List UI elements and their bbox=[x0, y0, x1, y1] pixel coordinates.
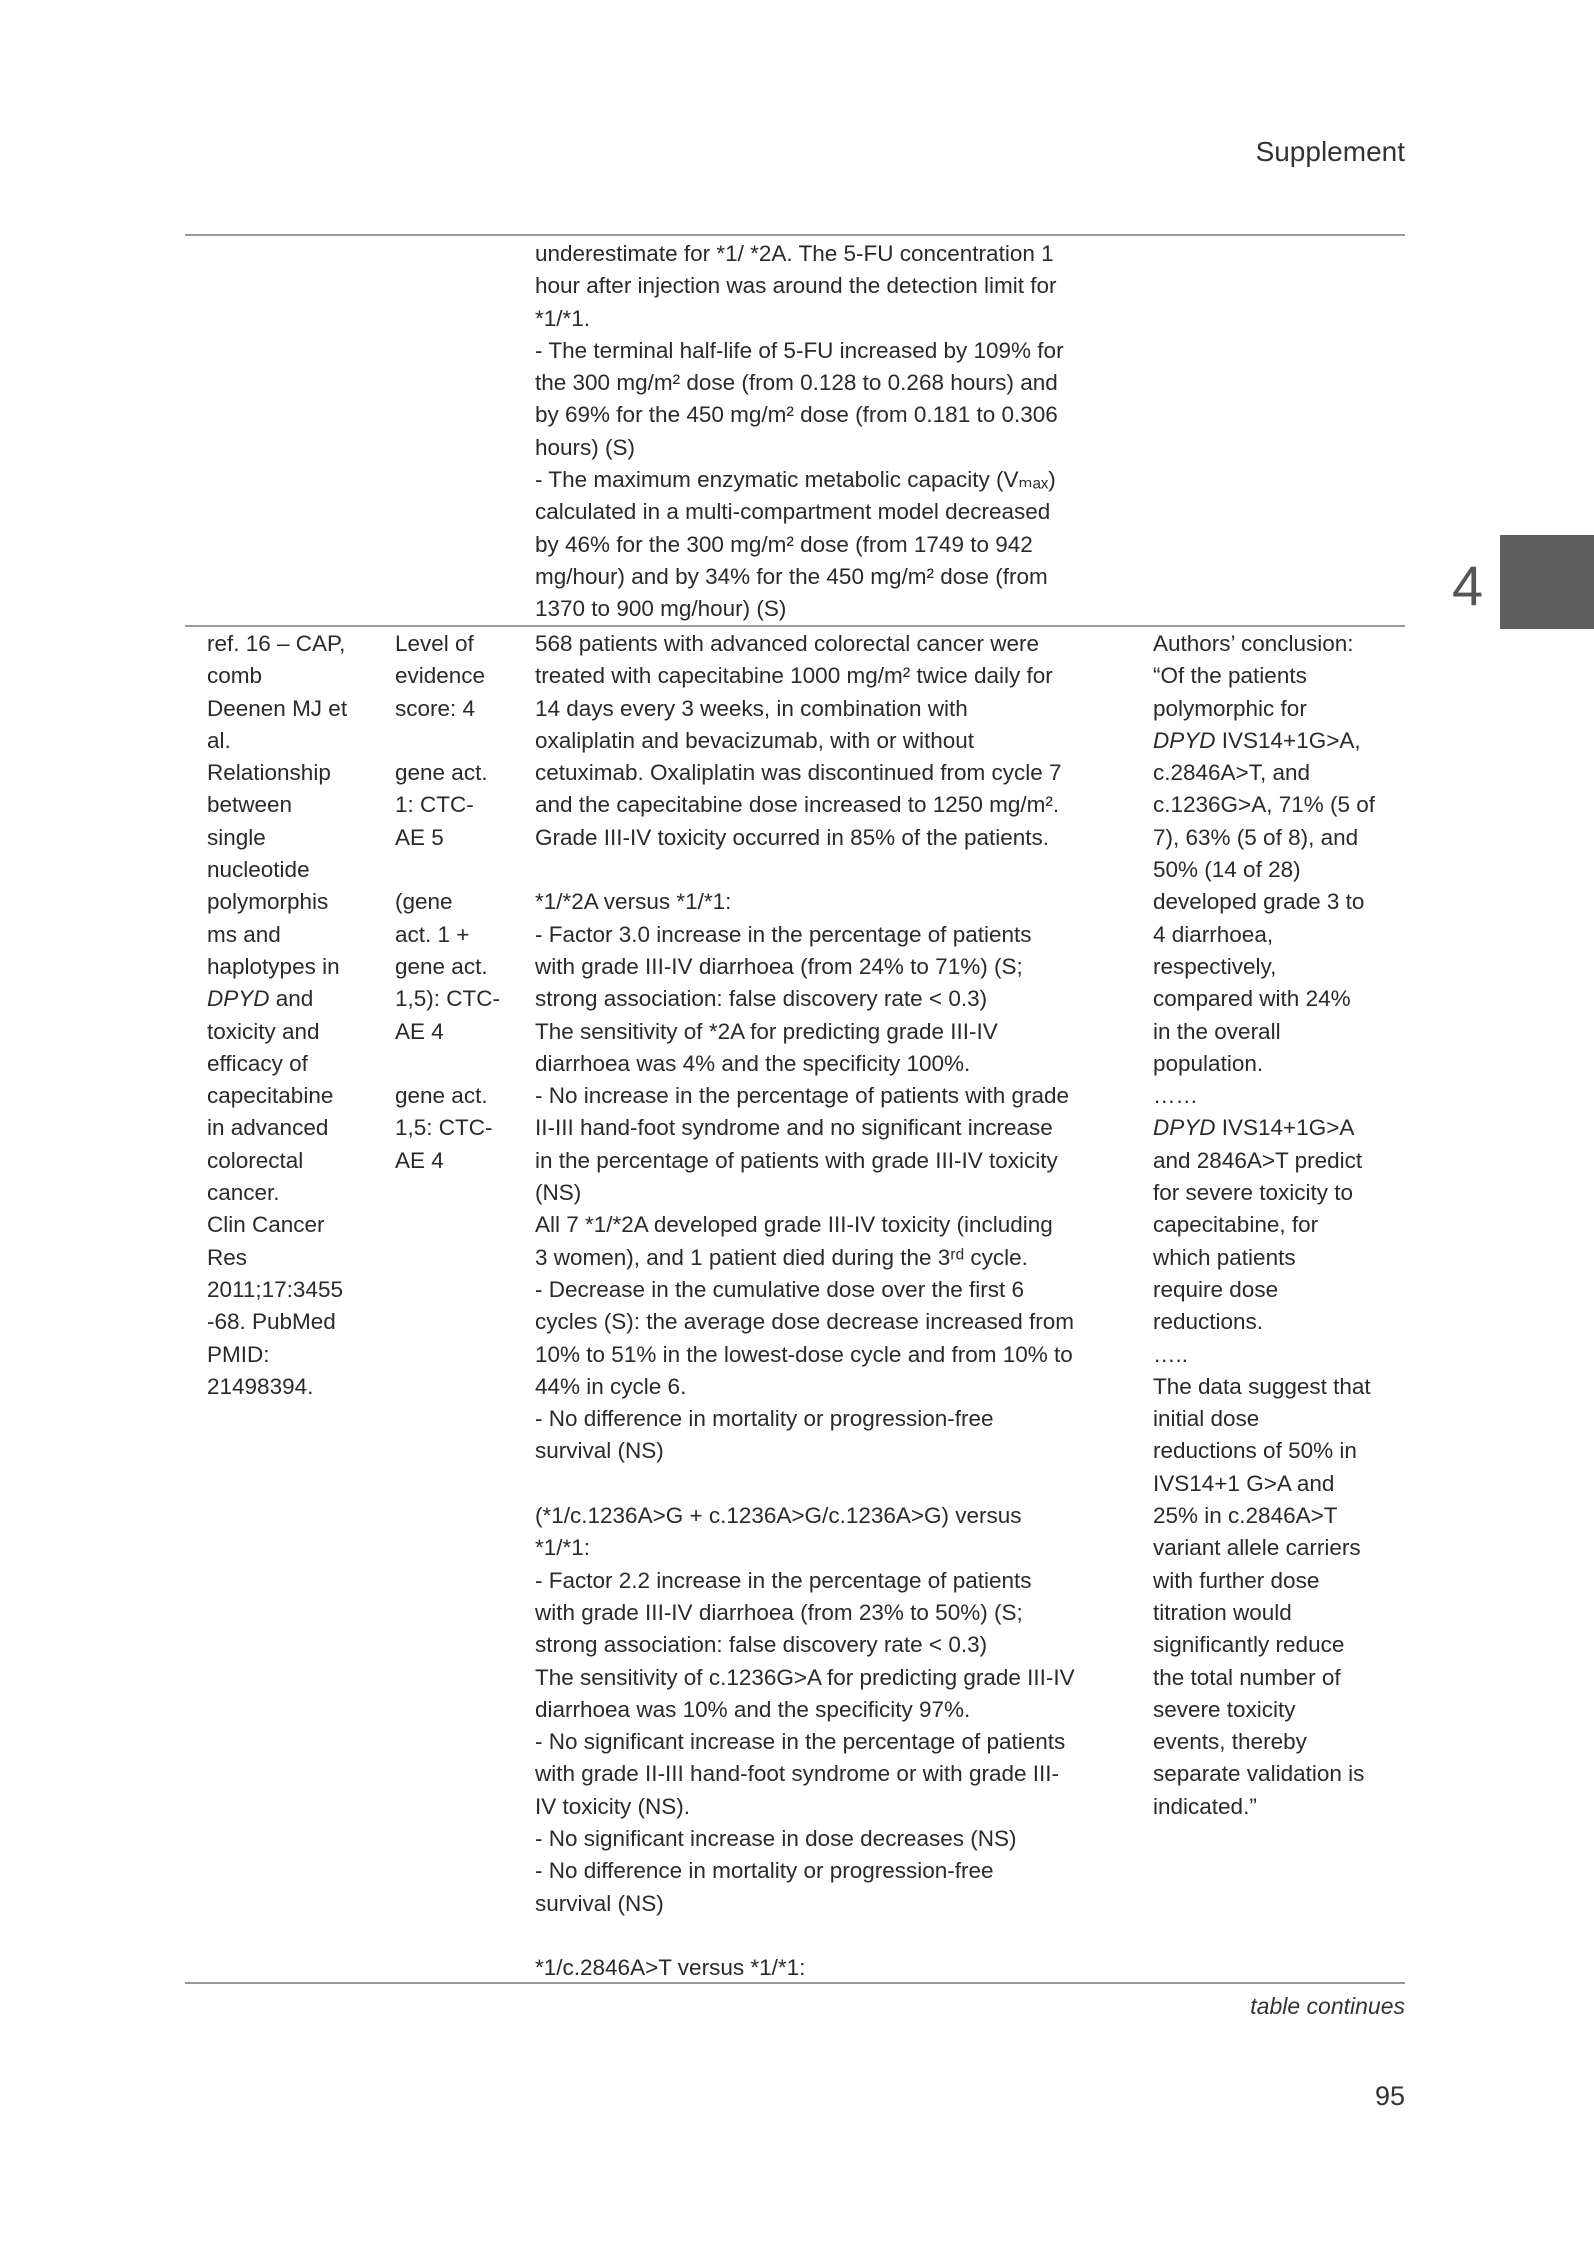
cell-line: which patients bbox=[1153, 1244, 1296, 1270]
cell-line: All 7 *1/*2A developed grade III-IV toxicity (including bbox=[535, 1212, 1053, 1238]
cell-line: between bbox=[207, 792, 293, 818]
cell-line: survival (NS) bbox=[535, 1438, 664, 1464]
cell-line: strong association: false discovery rate < 0.3) bbox=[535, 986, 988, 1012]
cell-line: 568 patients with advanced colorectal cancer were bbox=[535, 631, 1040, 656]
cell-line: indicated.” bbox=[1153, 1793, 1257, 1819]
cell-line: (gene bbox=[395, 889, 453, 915]
cell-line: 1370 to 900 mg/hour) (S) bbox=[535, 596, 787, 622]
cell-line: ….. bbox=[1153, 1341, 1189, 1367]
table-top-rule bbox=[185, 234, 1405, 236]
cell-line: nucleotide bbox=[207, 857, 310, 883]
cell-line: population. bbox=[1153, 1050, 1264, 1076]
cell-line: “Of the patients bbox=[1153, 663, 1307, 689]
cell-line: 14 days every 3 weeks, in combination with bbox=[535, 695, 968, 721]
cell-line: severe toxicity bbox=[1153, 1696, 1296, 1722]
cell-line: 2011;17:3455 bbox=[207, 1276, 343, 1302]
cell-line: (*1/c.1236A>G + c.1236A>G/c.1236A>G) versus bbox=[535, 1503, 1022, 1529]
cell-line: titration would bbox=[1153, 1599, 1292, 1625]
cell-line: *1/*2A versus *1/*1: bbox=[535, 889, 732, 915]
cell-line: - No difference in mortality or progression-free bbox=[535, 1858, 994, 1884]
chapter-tab bbox=[1500, 535, 1594, 629]
cell-line: separate validation is bbox=[1153, 1761, 1365, 1787]
conclusion-cell bbox=[1153, 628, 1375, 1823]
cell-line: - The terminal half-life of 5-FU increased by 109% for bbox=[535, 337, 1064, 363]
cell-line: events, thereby bbox=[1153, 1729, 1307, 1755]
cell-line: the total number of bbox=[1153, 1664, 1341, 1690]
cell-line: IV toxicity (NS). bbox=[535, 1793, 691, 1819]
cell-line: in the overall bbox=[1153, 1018, 1281, 1044]
cell-line: - Factor 2.2 increase in the percentage of patients bbox=[535, 1567, 1032, 1593]
cell-line: survival (NS) bbox=[535, 1890, 664, 1916]
cell-line: comb bbox=[207, 663, 263, 689]
cell-line: 25% in c.2846A>T bbox=[1153, 1503, 1338, 1529]
cell-line: polymorphic for bbox=[1153, 695, 1307, 721]
cell-line: Clin Cancer bbox=[207, 1212, 325, 1238]
cell-line: DPYD and bbox=[207, 986, 314, 1012]
cell-line: - Decrease in the cumulative dose over the first 6 bbox=[535, 1276, 1024, 1302]
cell-line: mg/hour) and by 34% for the 450 mg/m² dose (from bbox=[535, 563, 1048, 589]
cell-line: diarrhoea was 10% and the specificity 97%. bbox=[535, 1696, 971, 1722]
cell-line: The data suggest that bbox=[1153, 1373, 1371, 1399]
cell-line: gene act. bbox=[395, 760, 488, 786]
table-bottom-rule bbox=[185, 1982, 1405, 1984]
cell-line: and 2846A>T predict bbox=[1153, 1147, 1363, 1173]
cell-line: toxicity and bbox=[207, 1018, 320, 1044]
cell-line: efficacy of bbox=[207, 1050, 308, 1076]
cell-line: 4 diarrhoea, bbox=[1153, 921, 1274, 947]
cell-line: oxaliplatin and bevacizumab, with or without bbox=[535, 727, 974, 753]
cell-line: - No increase in the percentage of patients with grade bbox=[535, 1083, 1070, 1109]
reference-cell bbox=[207, 628, 347, 1403]
chapter-number: 4 bbox=[1452, 554, 1484, 617]
cell-line: gene act. bbox=[395, 953, 488, 979]
cell-line: *1/*1: bbox=[535, 1535, 591, 1561]
row-separator-rule bbox=[185, 625, 1405, 627]
cell-line: cycles (S): the average dose decrease increased from bbox=[535, 1309, 1075, 1335]
outcomes-cell bbox=[535, 628, 1075, 1984]
cell-line: Level of bbox=[395, 631, 474, 656]
cell-line: - No difference in mortality or progression-free bbox=[535, 1406, 994, 1432]
cell-line: - No significant increase in the percentage of patients bbox=[535, 1729, 1066, 1755]
cell-line: diarrhoea was 4% and the specificity 100%. bbox=[535, 1050, 971, 1076]
cell-line: 1,5: CTC- bbox=[395, 1115, 493, 1141]
cell-line bbox=[535, 1468, 1075, 1500]
cell-line: II-III hand-foot syndrome and no significant increase bbox=[535, 1115, 1053, 1141]
cell-line: variant allele carriers bbox=[1153, 1535, 1361, 1561]
cell-line: - No significant increase in dose decreases (NS) bbox=[535, 1825, 1017, 1851]
cell-line: in advanced bbox=[207, 1115, 329, 1141]
cell-line: the 300 mg/m² dose (from 0.128 to 0.268 hours) and bbox=[535, 370, 1058, 396]
cell-line: capecitabine bbox=[207, 1083, 334, 1109]
cell-line: The sensitivity of c.1236G>A for predicting grade III-IV bbox=[535, 1664, 1075, 1690]
cell-line: compared with 24% bbox=[1153, 986, 1351, 1012]
cell-line: by 46% for the 300 mg/m² dose (from 1749 to 942 bbox=[535, 531, 1033, 557]
cell-line: capecitabine, for bbox=[1153, 1212, 1319, 1238]
cell-line: - The maximum enzymatic metabolic capacity (Vₘₐₓ) bbox=[535, 467, 1056, 493]
cell-line: with grade II-III hand-foot syndrome or with grade III- bbox=[535, 1761, 1059, 1787]
cell-line: AE 5 bbox=[395, 824, 444, 850]
cell-line: by 69% for the 450 mg/m² dose (from 0.181 to 0.306 bbox=[535, 402, 1058, 428]
cell-line: respectively, bbox=[1153, 953, 1277, 979]
cell-line: c.1236G>A, 71% (5 of bbox=[1153, 792, 1376, 818]
cell-line: and the capecitabine dose increased to 1250 mg/m². bbox=[535, 792, 1060, 818]
cell-line: gene act. bbox=[395, 1083, 488, 1109]
cell-line: for severe toxicity to bbox=[1153, 1180, 1354, 1206]
cell-line: with grade III-IV diarrhoea (from 24% to 71%) (S; bbox=[535, 953, 1023, 979]
cell-line: c.2846A>T, and bbox=[1153, 760, 1310, 786]
cell-line: calculated in a multi-compartment model decreased bbox=[535, 499, 1051, 525]
cell-line: developed grade 3 to bbox=[1153, 889, 1365, 915]
cell-line: 50% (14 of 28) bbox=[1153, 857, 1301, 883]
cell-line: …… bbox=[1153, 1083, 1198, 1109]
cell-line bbox=[535, 1920, 1075, 1952]
cell-line: 1: CTC- bbox=[395, 792, 474, 818]
cell-line: al. bbox=[207, 727, 231, 753]
evidence-cell bbox=[395, 628, 500, 1177]
cell-line: IVS14+1 G>A and bbox=[1153, 1470, 1335, 1496]
cell-line: The sensitivity of *2A for predicting grade III-IV bbox=[535, 1018, 998, 1044]
cell-line: act. 1 + bbox=[395, 921, 470, 947]
cell-line: with grade III-IV diarrhoea (from 23% to 50%) (S; bbox=[535, 1599, 1023, 1625]
cell-line: treated with capecitabine 1000 mg/m² twice daily for bbox=[535, 663, 1053, 689]
cell-line: reductions of 50% in bbox=[1153, 1438, 1357, 1464]
cell-line: hour after injection was around the detection limit for bbox=[535, 273, 1057, 299]
cell-line: 10% to 51% in the lowest-dose cycle and from 10% to bbox=[535, 1341, 1073, 1367]
cell-line: Deenen MJ et bbox=[207, 695, 348, 721]
cell-line: *1/*1. bbox=[535, 305, 591, 331]
table-continues-note: table continues bbox=[1250, 1993, 1405, 2019]
cell-line: polymorphis bbox=[207, 889, 329, 915]
cell-line bbox=[395, 725, 500, 757]
cell-line: 7), 63% (5 of 8), and bbox=[1153, 824, 1359, 850]
cell-line: *1/c.2846A>T versus *1/*1: bbox=[535, 1955, 806, 1981]
cell-line: (NS) bbox=[535, 1180, 582, 1206]
page-number: 95 bbox=[1374, 2081, 1405, 2111]
cell-line: - Factor 3.0 increase in the percentage of patients bbox=[535, 921, 1032, 947]
cell-line: 1,5): CTC- bbox=[395, 986, 501, 1012]
continued-outcomes-cell bbox=[535, 238, 1064, 626]
cell-line: evidence bbox=[395, 663, 486, 689]
cell-line: score: 4 bbox=[395, 695, 476, 721]
cell-line: AE 4 bbox=[395, 1018, 444, 1044]
cell-line: with further dose bbox=[1153, 1567, 1320, 1593]
cell-line: significantly reduce bbox=[1153, 1632, 1345, 1658]
cell-line: ms and bbox=[207, 921, 281, 947]
cell-line bbox=[535, 854, 1075, 886]
cell-line: Res bbox=[207, 1244, 248, 1270]
cell-line: reductions. bbox=[1153, 1309, 1264, 1335]
cell-line: PMID: bbox=[207, 1341, 270, 1367]
cell-line: strong association: false discovery rate < 0.3) bbox=[535, 1632, 988, 1658]
cell-line: Grade III-IV toxicity occurred in 85% of the patients. bbox=[535, 824, 1049, 850]
cell-line: Authors’ conclusion: bbox=[1153, 631, 1354, 656]
cell-line: 3 women), and 1 patient died during the 3ʳᵈ cycle. bbox=[535, 1244, 1028, 1270]
cell-line: ref. 16 – CAP, bbox=[207, 631, 346, 656]
cell-line: cetuximab. Oxaliplatin was discontinued from cycle 7 bbox=[535, 760, 1062, 786]
cell-line: colorectal bbox=[207, 1147, 304, 1173]
cell-line: cancer. bbox=[207, 1180, 280, 1206]
cell-line: 44% in cycle 6. bbox=[535, 1373, 687, 1399]
cell-line: haplotypes in bbox=[207, 953, 340, 979]
cell-line: DPYD IVS14+1G>A, bbox=[1153, 727, 1361, 753]
cell-line: require dose bbox=[1153, 1276, 1279, 1302]
cell-line: AE 4 bbox=[395, 1147, 444, 1173]
running-header: Supplement bbox=[1255, 136, 1405, 167]
cell-line: Relationship bbox=[207, 760, 331, 786]
cell-line: single bbox=[207, 824, 266, 850]
cell-line: -68. PubMed bbox=[207, 1309, 336, 1335]
cell-line: DPYD IVS14+1G>A bbox=[1153, 1115, 1355, 1141]
cell-line: 21498394. bbox=[207, 1373, 314, 1399]
cell-line: underestimate for *1/ *2A. The 5-FU concentration 1 bbox=[535, 241, 1054, 266]
cell-line bbox=[395, 1048, 500, 1080]
cell-line: in the percentage of patients with grade III-IV toxicity bbox=[535, 1147, 1058, 1173]
cell-line: initial dose bbox=[1153, 1406, 1260, 1432]
cell-line bbox=[395, 854, 500, 886]
cell-line: hours) (S) bbox=[535, 434, 636, 460]
